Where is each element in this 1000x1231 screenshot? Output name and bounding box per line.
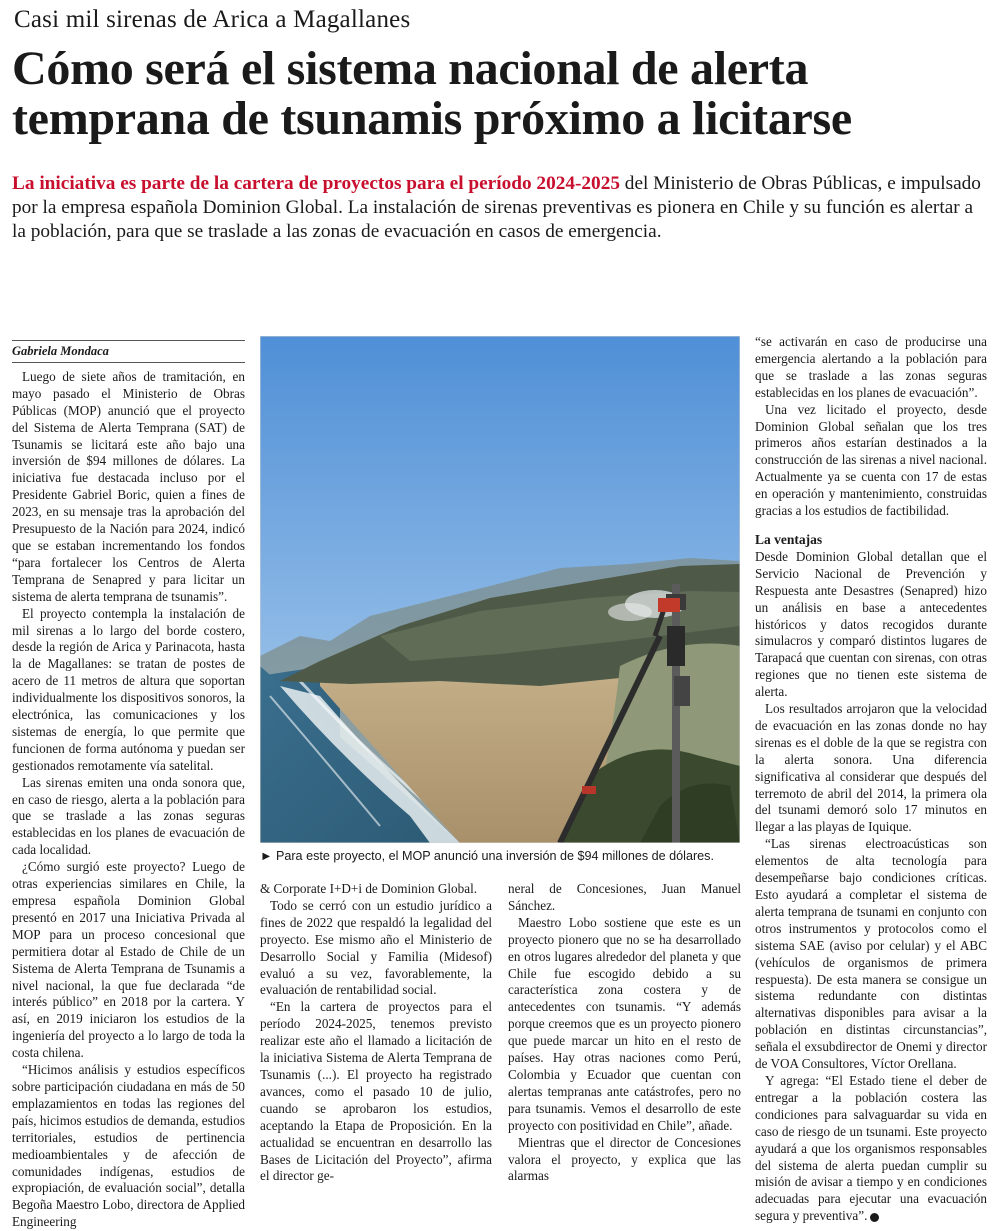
photo-caption: ► Para este proyecto, el MOP anunció una inversión de $94 millones de dólares.: [260, 849, 714, 863]
deck-rest: del Ministerio de Obras Públicas, e impulsado por la empresa española Dominion Global. La instalación de sirenas preventivas es pionera en Chile y su función es alertar a la población, para que se traslade a las zonas de evacuación en casos de emergencia.: [12, 173, 981, 242]
paragraph: Las sirenas emiten una onda sonora que, en caso de riesgo, alerta a la población para que se traslade a las zonas seguras establecidas en los planes de evacuación de cada localidad.: [12, 774, 245, 858]
paragraph: Maestro Lobo sostiene que este es un proyecto pionero que no se ha desarrollado en otros lugares alrededor del planeta y que Chile fue escogido debido a su característica zona costera y de antecedentes con tsunamis. “Y además porque creemos que es un proyecto pionero que puede marcar un hito en el resto de países. Hay otras naciones como Perú, Colombia y Ecuador que cuentan con alertas tempranas ante catástrofes, pero no para tsunamis. Vemos el desarrollo de este proyecto con positividad en Chile”, añade.: [508, 914, 741, 1133]
paragraph: Todo se cerró con un estudio jurídico a fines de 2022 que respaldó la legalidad del proyecto. Ese mismo año el Ministerio de Desarrollo Social y Familia (Midesof) evaluó a su vez, favorablemente, la evaluación de rentabilidad social.: [260, 897, 492, 998]
paragraph: “En la cartera de proyectos para el período 2024-2025, tenemos previsto realizar este año el llamado a licitación de la iniciativa Sistema de Alerta Temprana de Tsunamis (...). El proyecto ha registrado avances, como el pasado 10 de julio, cuando se aprobaron los estudios, aceptando la Etapa de Proposición. En la actualidad se encuentran en desarrollo las Bases de Licitación del Proyecto”, afirma el director ge-: [260, 999, 492, 1184]
paragraph: neral de Concesiones, Juan Manuel Sánchez.: [508, 881, 741, 913]
end-mark-icon: [870, 1213, 879, 1222]
paragraph: & Corporate I+D+i de Dominion Global.: [260, 881, 478, 896]
byline: Gabriela Mondaca: [12, 341, 245, 363]
coastline-photo: [260, 336, 740, 843]
kicker: Casi mil sirenas de Arica a Magallanes: [14, 6, 411, 33]
paragraph: Una vez licitado el proyecto, desde Dominion Global señalan que los tres primeros años estarían destinados a la construcción de las sirenas a nivel nacional. Actualmente ya se cuenta con 17 de estas en operación y mantenimiento, construidas gracias a los estudios de factibilidad.: [755, 401, 987, 519]
coastline-photo-svg: [260, 336, 740, 843]
deck: [12, 172, 987, 244]
paragraph: “Las sirenas electroacústicas son elementos de alta tecnología para desempeñarse bajo condiciones críticas. Esto ayudará a completar el sistema de alerta temprana de tsunami en conjunto con otros instrumentos y protocolos como el sistema SAE (aviso por celular) y el ABC (vehículos de organismos de primera respuesta). De esta manera se consigue un sistema redundante con distintas alternativas disponibles para avisar a la población en distintas circunstancias”, señala el exsubdirector de Onemi y director de VOA Consultores, Víctor Orellana.: [755, 836, 987, 1072]
headline: Cómo será el sistema nacional de alerta temprana de tsunamis próximo a licitarse: [12, 42, 852, 145]
column-2: [260, 881, 492, 1185]
paragraph: Mientras que el director de Concesiones valora el proyecto, y explica que las alarmas: [508, 1134, 741, 1184]
paragraph: ¿Cómo surgió este proyecto? Luego de otras experiencias similares en Chile, la empresa española Dominion Global presentó en 2017 una Iniciativa Privada al MOP para un proceso concesional que permitiera dotar al Estado de Chile de un Sistema de Alerta Temprana de Tsunamis a nivel nacional, la que fue declarada “de interés público” en 2018 por la cartera. Y así, en 2019 iniciaron los estudios de la ingeniería del proyecto a lo largo de toda la costa chilena.: [12, 859, 245, 1061]
paragraph-final: [755, 1073, 987, 1225]
deck-highlight: La iniciativa es parte de la cartera de proyectos para el período 2024-2025: [12, 173, 620, 194]
subheading: La ventajas: [755, 531, 823, 547]
column-1: [12, 340, 245, 1231]
paragraph: Desde Dominion Global detallan que el Servicio Nacional de Prevención y Respuesta ante Desastres (Senapred) hizo un análisis en base a antecedentes históricos y datos recogidos durante simulacros y comparó distintos lugares de Tarapacá que cuentan con sirenas, con otras regiones que no tienen este sistema de alerta.: [755, 548, 987, 700]
paragraph: “se activarán en caso de producirse una emergencia alertando a la población para que se traslade a las zonas seguras establecidas en los planes de evacuación”.: [755, 334, 987, 400]
paragraph: Los resultados arrojaron que la velocidad de evacuación en las zonas donde no hay sirenas es el doble de la que se registra con la alerta sonora. Una diferencia significativa al considerar que después del terremoto de abril del 2014, la primera ola del tsunami demoró solo 17 minutos en llegar a las playas de Iquique.: [755, 701, 987, 835]
final-text: Y agrega: “El Estado tiene el deber de entregar a la población costera las condiciones para salvaguardar su vida en caso de riesgo de un tsunami. Este proyecto ayudará a que los organismos responsables del sistema de alerta puedan cumplir su misión de avisar a tiempo y en condiciones adecuadas para ejecutar una evacuación segura y preventiva”.: [755, 1072, 987, 1224]
column-3: [508, 881, 741, 1185]
column-4: [755, 334, 987, 1225]
paragraph: El proyecto contempla la instalación de mil sirenas a lo largo del borde costero, desde la región de Arica y Parinacota, hasta la de Magallanes: se tratan de postes de acero de 11 metros de altura que soportan individualmente los dispositivos sonoros, la electrónica, las comunicaciones y los sistemas de energía, lo que permite que funcionen de forma autónoma y puedan ser gestionados remotamente vía satelital.: [12, 605, 245, 773]
paragraph: Luego de siete años de tramitación, en mayo pasado el Ministerio de Obras Públicas (MOP) anunció que el proyecto del Sistema de Alerta Temprana (SAT) de Tsunamis se licitará este año bajo una inversión de $94 millones de dólares. La iniciativa fue destacada incluso por el Presidente Gabriel Boric, quien a fines de 2023, en su mensaje tras la aprobación del Presupuesto de la Nación para 2024, indicó que se estaban incrementando los fondos “para fortalecer los Centros de Alerta Temprana de Senapred y para licitar un sistema de alerta temprana de tsunamis”.: [12, 368, 245, 604]
paragraph: “Hicimos análisis y estudios específicos sobre participación ciudadana en más de 50 emplazamientos en todas las regiones del país, hicimos estudios de demanda, estudios territoriales, estudios de pertinencia medioambientales y de afección de comunidades indígenas, estudios de expropiación, de evaluación social”, detalla Begoña Maestro Lobo, directora de Applied Engineering: [12, 1062, 245, 1230]
